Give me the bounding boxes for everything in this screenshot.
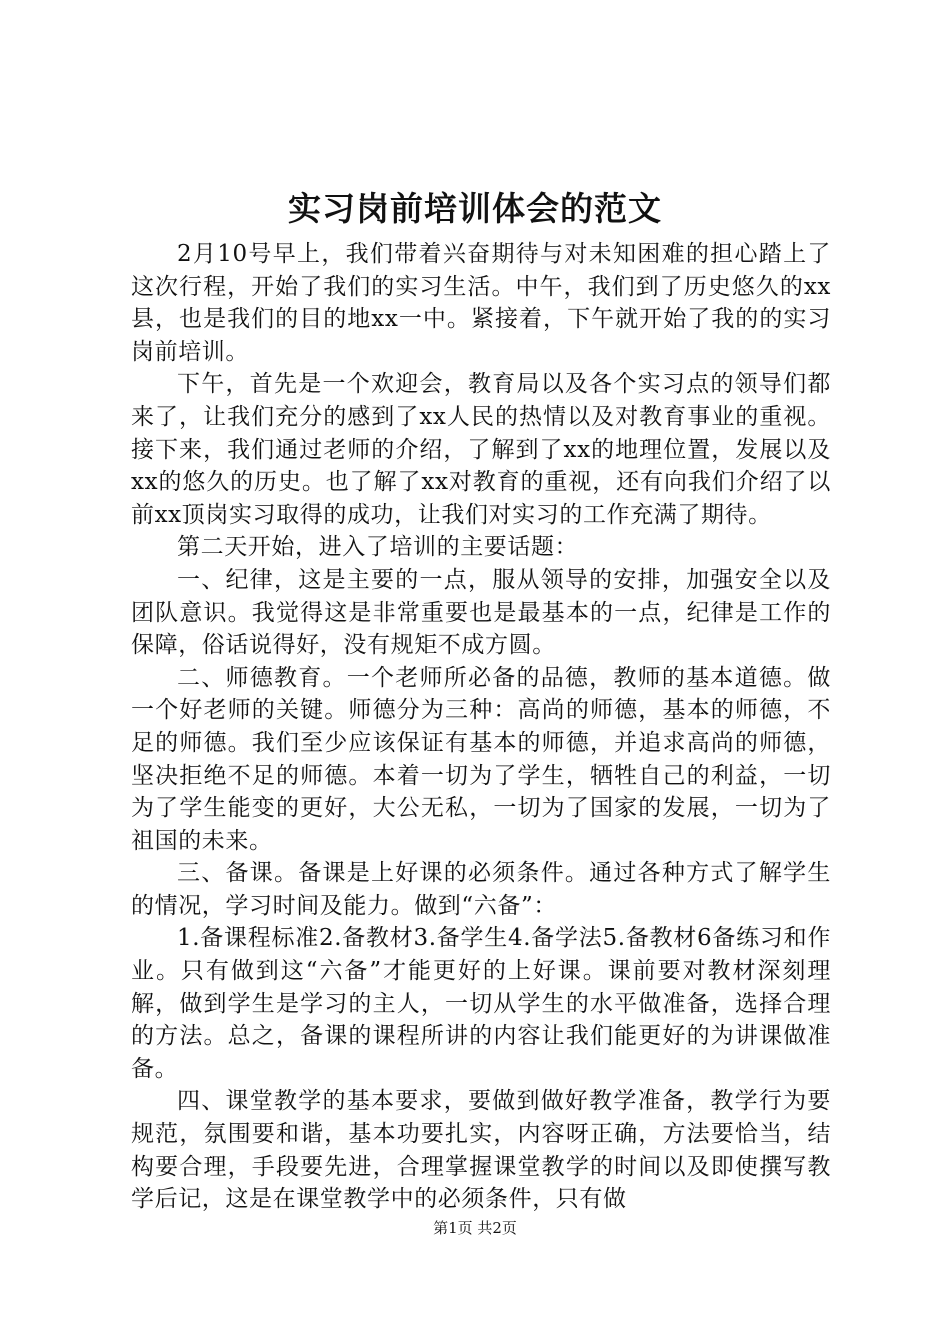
document-body <box>131 238 831 1216</box>
paragraph: 1.备课程标准2.备教材3.备学生4.备学法5.备教材6备练习和作业。只有做到这“六备”才能更好的上好课。课前要对教材深刻理解，做到学生是学习的主人，一切从学生的水平做准备，选择合理的方法。总之，备课的课程所讲的内容让我们能更好的为讲课做准备。 <box>131 925 831 1082</box>
paragraph: 下午，首先是一个欢迎会，教育局以及各个实习点的领导们都来了，让我们充分的感到了xx人民的热情以及对教育事业的重视。接下来，我们通过老师的介绍，了解到了xx的地理位置，发展以及xx的悠久的历史。也了解了xx对教育的重视，还有向我们介绍了以前xx顶岗实习取得的成功，让我们对实习的工作充满了期待。 <box>131 371 831 528</box>
paragraph: 二、师德教育。一个老师所必备的品德，教师的基本道德。做一个好老师的关键。师德分为三种：高尚的师德，基本的师德，不足的师德。我们至少应该保证有基本的师德，并追求高尚的师德，坚决拒绝不足的师德。本着一切为了学生，牺牲自己的利益，一切为了学生能变的更好，大公无私，一切为了国家的发展，一切为了祖国的未来。 <box>131 664 831 854</box>
page-footer: 第1页 共2页 <box>433 1219 517 1237</box>
paragraph: 三、备课。备课是上好课的必须条件。通过各种方式了解学生的情况，学习时间及能力。做到“六备”： <box>131 860 831 919</box>
document-title: 实习岗前培训体会的范文 <box>288 189 662 228</box>
paragraph: 第二天开始，进入了培训的主要话题： <box>177 534 579 561</box>
paragraph: 2月10号早上，我们带着兴奋期待与对未知困难的担心踏上了这次行程，开始了我们的实习生活。中午，我们到了历史悠久的xx县，也是我们的目的地xx一中。紧接着，下午就开始了我的的实习岗前培训。 <box>131 241 831 365</box>
paragraph: 四、课堂教学的基本要求，要做到做好教学准备，教学行为要规范，氛围要和谐，基本功要扎实，内容呀正确，方法要恰当，结构要合理，手段要先进，合理掌握课堂教学的时间以及即使撰写教学后记，这是在课堂教学中的必须条件，只有做 <box>131 1088 831 1213</box>
paragraph: 一、纪律，这是主要的一点，服从领导的安排，加强安全以及团队意识。我觉得这是非常重要也是最基本的一点，纪律是工作的保障，俗话说得好，没有规矩不成方圆。 <box>131 566 831 659</box>
